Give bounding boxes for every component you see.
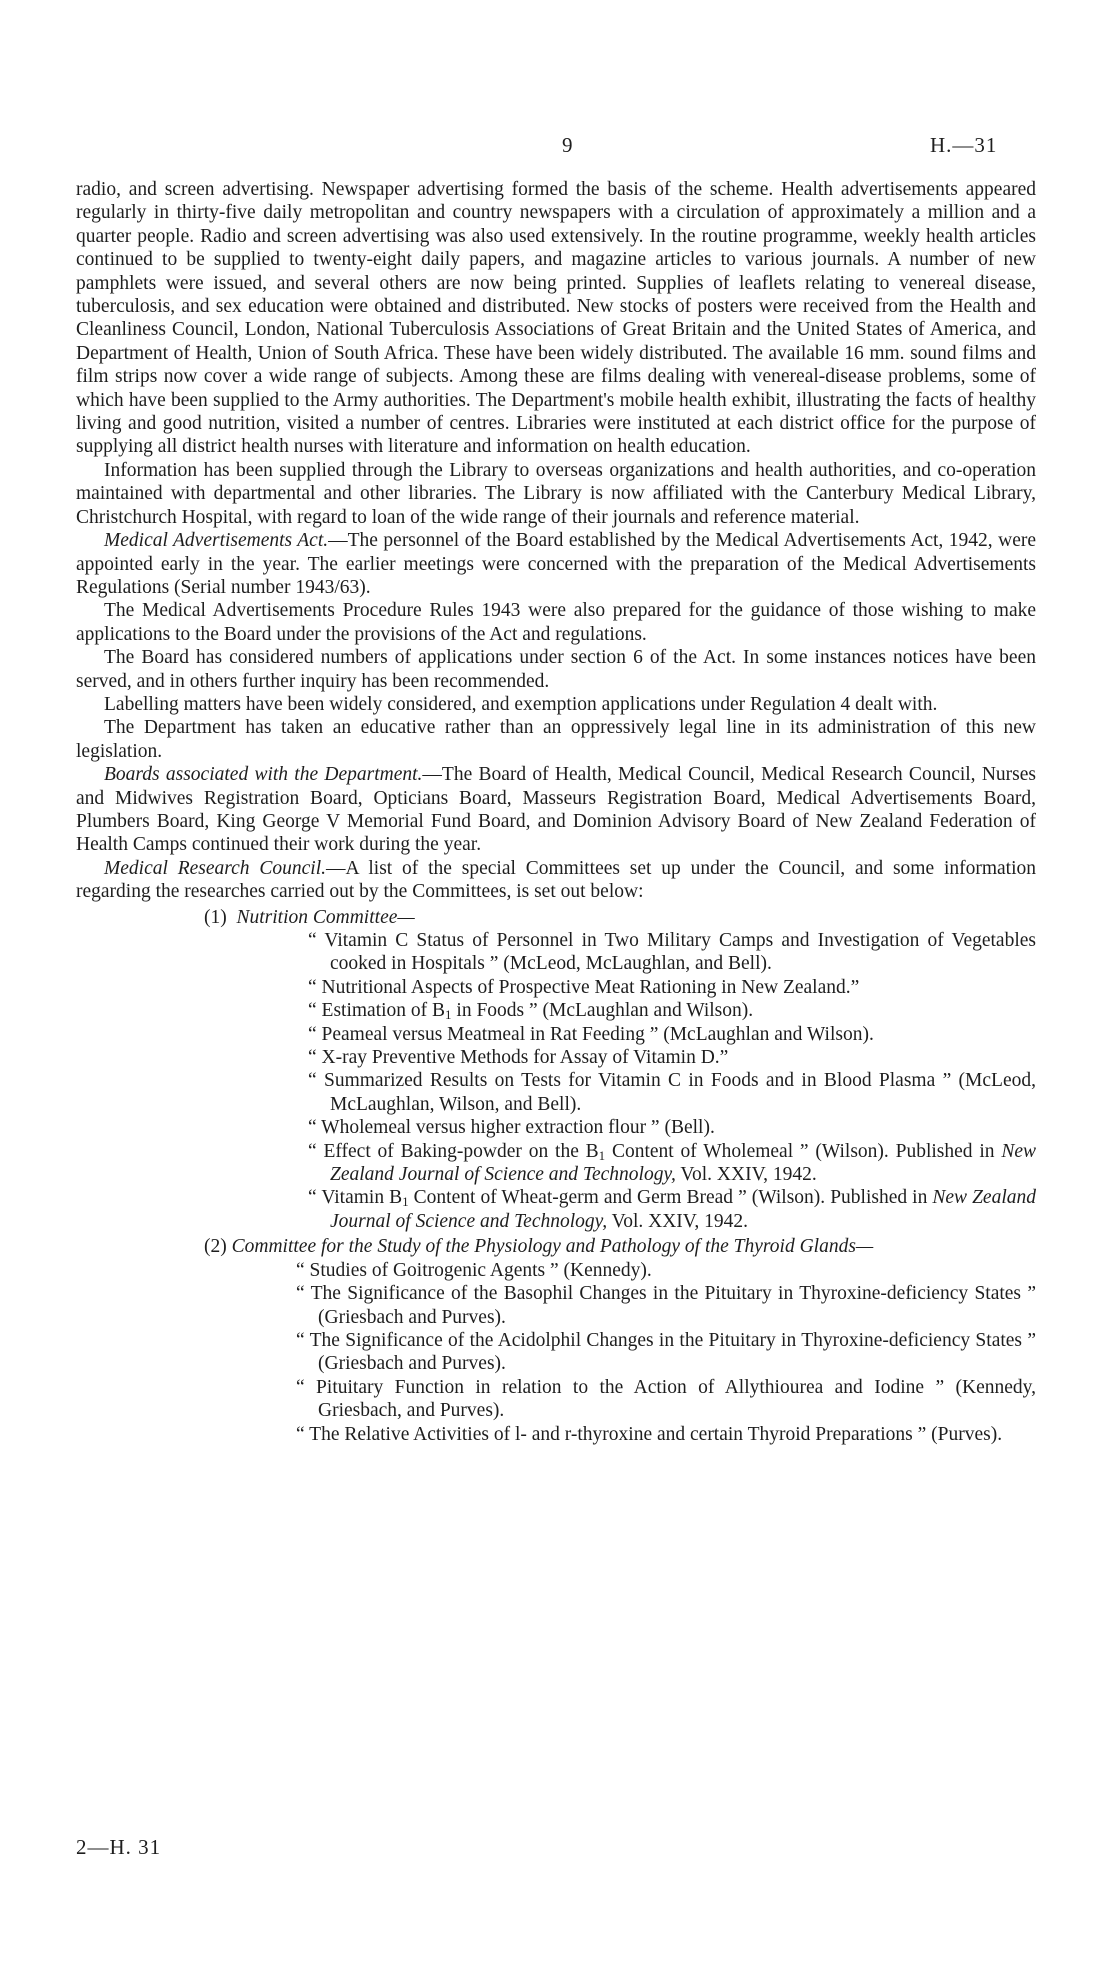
paragraph-text: The Department has taken an educative rather than an oppressively legal line in its administration of this new legislation. [76,717,1036,762]
subscript: 1 [598,1147,606,1163]
section-lead: Boards associated with the Department. [104,764,423,786]
journal-title: New Zealand Journal of Science and Technology, [330,1140,1036,1186]
document-reference: H.—31 [930,133,998,157]
paragraph-text: —A list of the special Committees set up under the Council, and some information regarding the researches carried out by the Committees, is set out below: [76,857,1037,903]
paragraph [76,178,1036,459]
item-text: “ Vitamin B [308,1187,403,1209]
item-text: “ Effect of Baking-powder on the B [308,1140,599,1162]
paragraph-text: The Medical Advertisements Procedure Rules 1943 were also prepared for the guidance of those wishing to make applications to the Board under the provisions of the Act and regulations. [76,600,1036,645]
item-text: “ Estimation of B [308,1000,446,1022]
committee-number: (2) [204,1236,227,1258]
paragraph [76,529,1036,599]
committee-section [76,1235,1036,1446]
signature-mark: 2—H. 31 [76,1835,162,1859]
item-text: Content of Wholemeal ” (Wilson). Published in [605,1140,1002,1162]
list-item: “ Nutritional Aspects of Prospective Meat Rationing in New Zealand.” [308,976,860,998]
paragraph [76,693,1036,716]
research-list [76,929,1036,1233]
list-item: “ Wholemeal versus higher extraction flour ” (Bell). [308,1117,715,1139]
list-item: “ The Relative Activities of l- and r-thyroxine and certain Thyroid Preparations ” (Purves). [296,1423,1003,1445]
page-number: 9 [562,133,573,157]
paragraph [76,716,1036,763]
committee-section [76,906,1036,1234]
paragraph-text: radio, and screen advertising. Newspaper advertising formed the basis of the scheme. Health advertisements appeared regularly in thirty-five daily metropolitan and country newspapers with a circulation of approximately a million and a quarter people. Radio and screen advertising was also used extensively. In the routine programme, weekly health articles continued to be supplied to twenty-eight daily papers, and magazine articles to various journals. A number of new pamphlets were issued, and several others are now being printed. Supplies of leaflets relating to venereal disease, tuberculosis, and sex education were obtained and distributed. New stocks of posters were received from the Health and Cleanliness Council, London, National Tuberculosis Associations of Great Britain and the United States of America, and Department of Health, Union of South Africa. These have been widely distributed. The available 16 mm. sound films and film strips now cover a wide range of subjects. Among these are films dealing with venereal-disease problems, some of which have been supplied to the Army authorities. The Department's mobile health exhibit, illustrating the facts of healthy living and good nutrition, visited a number of centres. Libraries were instituted at each district office for the purpose of supplying all district health nurses with literature and information on health education. [76,179,1036,458]
paragraph [76,599,1036,646]
committee-title: Nutrition Committee— [236,906,415,928]
list-item: “ Pituitary Function in relation to the Action of Allythiourea and Iodine ” (Kennedy, Griesbach, and Purves). [296,1376,1036,1422]
paragraph-text: The Board has considered numbers of applications under section 6 of the Act. In some instances notices have been served, and in others further inquiry has been recommended. [76,647,1036,692]
research-list [76,1259,1036,1446]
item-text: in Foods ” (McLaughlan and Wilson). [451,1000,754,1022]
paragraph [76,857,1036,904]
committee-title: Committee for the Study of the Physiology and Pathology of the Thyroid Glands— [231,1236,874,1258]
list-item: “ Peameal versus Meatmeal in Rat Feeding ” (McLaughlan and Wilson). [308,1023,874,1045]
paragraph-text: Information has been supplied through the Library to overseas organizations and health authorities, and co-operation maintained with departmental and other libraries. The Library is now affiliated with the Canterbury Medical Library, Christchurch Hospital, with regard to loan of the wide range of their journals and reference material. [76,459,1036,528]
journal-title: New Zealand Journal of Science and Technology, [330,1187,1036,1232]
journal-volume: Vol. XXIV, 1942. [675,1164,817,1186]
list-item: “ Summarized Results on Tests for Vitamin C in Foods and in Blood Plasma ” (McLeod, McLaughlan, Wilson, and Bell). [308,1070,1036,1115]
subscript: 1 [445,1007,452,1023]
paragraph [76,459,1036,529]
list-item: “ Vitamin C Status of Personnel in Two Military Camps and Investigation of Vegetables cooked in Hospitals ” (McLeod, McLaughlan, and Bell). [308,930,1036,975]
list-item: “ X-ray Preventive Methods for Assay of Vitamin D.” [308,1047,729,1069]
list-item: “ The Significance of the Acidolphil Changes in the Pituitary in Thyroxine-deficiency States ” (Griesbach and Purves). [296,1329,1036,1375]
paragraph [76,646,1036,693]
paragraph-text: —The personnel of the Board established by the Medical Advertisements Act, 1942, were appointed early in the year. The earlier meetings were concerned with the preparation of the Medical Advertisements Regulations (Serial number 1943/63). [76,530,1036,598]
journal-volume: Vol. XXIV, 1942. [607,1210,748,1232]
paragraph-text: Labelling matters have been widely considered, and exemption applications under Regulation 4 dealt with. [104,693,938,715]
item-text: Content of Wheat-germ and Germ Bread ” (Wilson). Published in [408,1187,933,1209]
list-item: “ The Significance of the Basophil Changes in the Pituitary in Thyroxine-deficiency States ” (Griesbach and Purves). [296,1283,1036,1328]
committee-heading [76,1235,1036,1258]
list-item [206,1140,1036,1187]
section-lead: Medical Advertisements Act. [104,530,329,552]
subscript: 1 [402,1194,409,1210]
committee-heading [76,906,1036,929]
page-body [76,178,1036,1446]
list-item: “ Studies of Goitrogenic Agents ” (Kennedy). [296,1259,652,1281]
paragraph-text: —The Board of Health, Medical Council, Medical Research Council, Nurses and Midwives Registration Board, Opticians Board, Masseurs Registration Board, Medical Advertisements Board, Plumbers Board, King George V Memorial Fund Board, and Dominion Advisory Board of New Zealand Federation of Health Camps continued their work during the year. [76,764,1036,856]
committee-number: (1) [204,906,227,928]
section-lead: Medical Research Council. [104,857,327,879]
list-item [206,999,1036,1022]
list-item [206,1186,1036,1233]
paragraph [76,763,1036,857]
